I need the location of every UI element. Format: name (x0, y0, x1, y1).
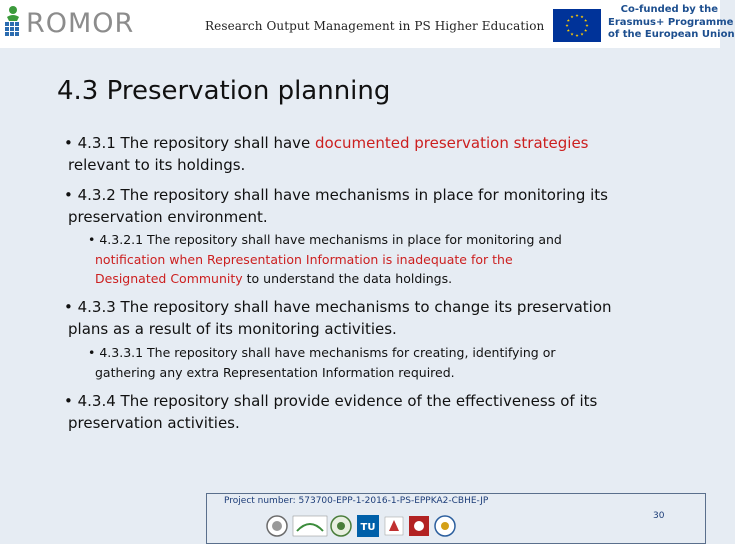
svg-text:TU: TU (360, 522, 376, 533)
bullet-4-3-4 (64, 390, 597, 434)
romor-person-icon (4, 3, 26, 41)
bullet-4-3-1 (64, 132, 589, 176)
highlighted-text: Designated Community (95, 271, 243, 286)
bullet-text: to understand the data holdings. (242, 271, 453, 286)
eu-funding-line: of the European Union (608, 29, 735, 40)
project-number: Project number: 573700-EPP-1-2016-1-PS-EPPKA2-CBHE-JP (224, 496, 489, 506)
bullet-line (64, 132, 589, 154)
partner-logos (265, 511, 515, 541)
eu-funding-line: Erasmus+ Programme (608, 16, 734, 28)
bullet-4-3-2 (64, 184, 608, 228)
bullet-4-3-3-1 (88, 343, 556, 382)
header-bar (0, 0, 735, 48)
eu-flag-icon (553, 9, 601, 42)
bullet-line: • 4.3.2 The repository shall have mechanisms in place for monitoring its (64, 186, 608, 204)
eu-funding-text (608, 4, 735, 42)
bullet-line: • 4.3.4 The repository shall provide evidence of the effectiveness of its (64, 392, 598, 410)
tu-wien-logo (357, 515, 379, 537)
bullet-line: relevant to its holdings. (68, 156, 246, 174)
slide-title: 4.3 Preservation planning (57, 76, 391, 106)
partner-logo-2 (293, 516, 327, 536)
logo-wordmark: ROMOR (26, 8, 135, 39)
bullet-line: gathering any extra Representation Information required. (95, 364, 455, 380)
footer-box (206, 493, 706, 544)
romor-logo (4, 3, 144, 43)
bullet-line (88, 269, 562, 289)
bullet-text: • 4.3.1 The repository shall have (64, 134, 316, 152)
bullet-line: preservation environment. (68, 208, 268, 226)
bullet-line: • 4.3.3.1 The repository shall have mechanisms for creating, identifying or (88, 345, 556, 360)
partner-logo-3 (331, 516, 351, 536)
bullet-4-3-3 (64, 296, 612, 340)
bullet-line: plans as a result of its monitoring activities. (68, 320, 397, 338)
bullet-line: • 4.3.2.1 The repository shall have mechanisms in place for monitoring and (88, 232, 562, 247)
highlighted-text: notification when Representation Information is inadequate for the (95, 251, 513, 267)
bullet-line: preservation activities. (68, 414, 240, 432)
bullet-line: • 4.3.3 The repository shall have mechanisms to change its preservation (64, 298, 612, 316)
partner-logo-7 (435, 516, 455, 536)
page-number: 30 (653, 511, 665, 521)
bullet-4-3-2-1 (88, 230, 562, 289)
partner-logo-5 (385, 517, 403, 535)
header-tagline: Research Output Management in PS Higher Education (205, 19, 545, 33)
eu-funding-line: Co-funded by the (620, 4, 718, 15)
partner-logo-6 (409, 516, 429, 536)
partner-logo-1 (267, 516, 287, 536)
highlighted-text: documented preservation strategies (315, 134, 589, 152)
